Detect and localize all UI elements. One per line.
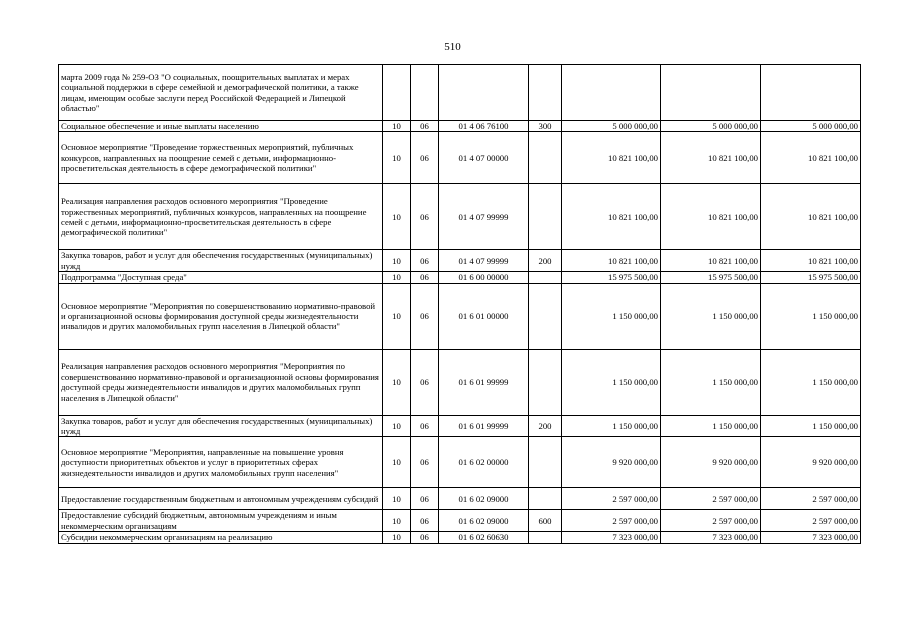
cell-amount-3: 10 821 100,00 xyxy=(761,184,861,250)
cell-amount-1: 10 821 100,00 xyxy=(562,184,661,250)
cell-expense-type xyxy=(529,184,562,250)
table-row xyxy=(59,510,861,532)
cell-name: Основное мероприятие "Мероприятия по совершенствованию нормативно-правовой и организационной основы формирования доступной среды жизнедеятельности инвалидов и других маломобильных групп населения в Липецкой области" xyxy=(59,283,383,349)
table-row xyxy=(59,65,861,121)
cell-subsection: 06 xyxy=(411,349,439,415)
cell-name: Предоставление государственным бюджетным и автономным учреждениям субсидий xyxy=(59,488,383,510)
cell-subsection: 06 xyxy=(411,121,439,132)
table-row xyxy=(59,250,861,272)
cell-target-article: 01 6 02 00000 xyxy=(439,437,529,488)
cell-section: 10 xyxy=(383,250,411,272)
cell-amount-3: 1 150 000,00 xyxy=(761,283,861,349)
cell-section: 10 xyxy=(383,121,411,132)
cell-amount-1: 9 920 000,00 xyxy=(562,437,661,488)
cell-subsection: 06 xyxy=(411,532,439,543)
cell-name: Реализация направления расходов основного мероприятия "Проведение торжественных мероприятий, публичных конкурсов, направленных на поощрение семей с детьми, информационно-просветительская деятельность в сфере демографической политики" xyxy=(59,184,383,250)
cell-amount-1: 1 150 000,00 xyxy=(562,415,661,437)
table-row xyxy=(59,349,861,415)
cell-amount-1: 10 821 100,00 xyxy=(562,250,661,272)
cell-target-article: 01 6 01 00000 xyxy=(439,283,529,349)
cell-amount-2: 2 597 000,00 xyxy=(661,510,761,532)
cell-subsection: 06 xyxy=(411,250,439,272)
cell-expense-type: 200 xyxy=(529,415,562,437)
cell-name: Подпрограмма "Доступная среда" xyxy=(59,272,383,283)
cell-target-article: 01 6 01 99999 xyxy=(439,415,529,437)
cell-name: Реализация направления расходов основного мероприятия "Мероприятия по совершенствованию нормативно-правовой и организационной основы формирования доступной среды жизнедеятельности инвалидов и других маломобильных групп населения в Липецкой области" xyxy=(59,349,383,415)
cell-target-article xyxy=(439,65,529,121)
cell-section: 10 xyxy=(383,132,411,184)
cell-expense-type xyxy=(529,65,562,121)
cell-target-article: 01 6 02 60630 xyxy=(439,532,529,543)
cell-amount-3: 15 975 500,00 xyxy=(761,272,861,283)
cell-amount-3: 10 821 100,00 xyxy=(761,250,861,272)
cell-amount-1: 7 323 000,00 xyxy=(562,532,661,543)
cell-target-article: 01 4 07 99999 xyxy=(439,250,529,272)
cell-name: Предоставление субсидий бюджетным, автономным учреждениям и иным некоммерческим организациям xyxy=(59,510,383,532)
table-row xyxy=(59,121,861,132)
cell-amount-3 xyxy=(761,65,861,121)
cell-expense-type xyxy=(529,488,562,510)
table-row xyxy=(59,415,861,437)
cell-section: 10 xyxy=(383,415,411,437)
cell-amount-2: 5 000 000,00 xyxy=(661,121,761,132)
cell-amount-1: 10 821 100,00 xyxy=(562,132,661,184)
cell-amount-2: 10 821 100,00 xyxy=(661,250,761,272)
cell-amount-2: 1 150 000,00 xyxy=(661,283,761,349)
cell-amount-1: 5 000 000,00 xyxy=(562,121,661,132)
table-row xyxy=(59,283,861,349)
cell-amount-2: 2 597 000,00 xyxy=(661,488,761,510)
cell-subsection: 06 xyxy=(411,184,439,250)
page-number: 510 xyxy=(444,41,461,53)
table-row xyxy=(59,488,861,510)
cell-amount-3: 2 597 000,00 xyxy=(761,510,861,532)
cell-section: 10 xyxy=(383,184,411,250)
cell-expense-type: 300 xyxy=(529,121,562,132)
budget-table xyxy=(58,64,861,544)
cell-amount-1: 15 975 500,00 xyxy=(562,272,661,283)
cell-amount-2: 9 920 000,00 xyxy=(661,437,761,488)
cell-section: 10 xyxy=(383,272,411,283)
cell-amount-1: 2 597 000,00 xyxy=(562,510,661,532)
cell-amount-2: 1 150 000,00 xyxy=(661,415,761,437)
cell-expense-type: 200 xyxy=(529,250,562,272)
cell-subsection: 06 xyxy=(411,510,439,532)
cell-name: Закупка товаров, работ и услуг для обеспечения государственных (муниципальных) нужд xyxy=(59,250,383,272)
cell-section: 10 xyxy=(383,532,411,543)
cell-amount-1: 2 597 000,00 xyxy=(562,488,661,510)
cell-target-article: 01 4 06 76100 xyxy=(439,121,529,132)
cell-section: 10 xyxy=(383,349,411,415)
cell-subsection: 06 xyxy=(411,283,439,349)
cell-expense-type xyxy=(529,283,562,349)
cell-section: 10 xyxy=(383,488,411,510)
cell-amount-1: 1 150 000,00 xyxy=(562,349,661,415)
cell-target-article: 01 4 07 99999 xyxy=(439,184,529,250)
cell-name: Субсидии некоммерческим организациям на реализацию xyxy=(59,532,383,543)
cell-amount-3: 5 000 000,00 xyxy=(761,121,861,132)
cell-target-article: 01 6 01 99999 xyxy=(439,349,529,415)
cell-section: 10 xyxy=(383,283,411,349)
table-row xyxy=(59,184,861,250)
cell-name: Социальное обеспечение и иные выплаты населению xyxy=(59,121,383,132)
cell-name: Основное мероприятие "Мероприятия, направленные на повышение уровня доступности приоритетных объектов и услуг в приоритетных сферах жизнедеятельности инвалидов и других маломобильных групп населения" xyxy=(59,437,383,488)
cell-expense-type xyxy=(529,437,562,488)
cell-subsection: 06 xyxy=(411,437,439,488)
cell-expense-type xyxy=(529,349,562,415)
cell-amount-2 xyxy=(661,65,761,121)
table-body xyxy=(59,65,861,544)
cell-amount-3: 1 150 000,00 xyxy=(761,415,861,437)
cell-expense-type xyxy=(529,132,562,184)
cell-amount-3: 2 597 000,00 xyxy=(761,488,861,510)
cell-target-article: 01 4 07 00000 xyxy=(439,132,529,184)
cell-subsection xyxy=(411,65,439,121)
cell-section: 10 xyxy=(383,510,411,532)
table-row xyxy=(59,437,861,488)
cell-expense-type xyxy=(529,532,562,543)
cell-subsection: 06 xyxy=(411,272,439,283)
cell-name: Основное мероприятие "Проведение торжественных мероприятий, публичных конкурсов, направленных на поощрение семей с детьми, информационно-просветительская деятельность в сфере демографической политики" xyxy=(59,132,383,184)
table-row xyxy=(59,532,861,543)
cell-amount-2: 10 821 100,00 xyxy=(661,184,761,250)
cell-amount-3: 9 920 000,00 xyxy=(761,437,861,488)
cell-amount-2: 10 821 100,00 xyxy=(661,132,761,184)
cell-expense-type: 600 xyxy=(529,510,562,532)
table-row xyxy=(59,132,861,184)
cell-target-article: 01 6 02 09000 xyxy=(439,488,529,510)
cell-amount-3: 7 323 000,00 xyxy=(761,532,861,543)
cell-name: Закупка товаров, работ и услуг для обеспечения государственных (муниципальных) нужд xyxy=(59,415,383,437)
cell-target-article: 01 6 02 09000 xyxy=(439,510,529,532)
cell-subsection: 06 xyxy=(411,488,439,510)
cell-amount-1 xyxy=(562,65,661,121)
cell-subsection: 06 xyxy=(411,415,439,437)
table-row xyxy=(59,272,861,283)
cell-amount-2: 1 150 000,00 xyxy=(661,349,761,415)
cell-amount-1: 1 150 000,00 xyxy=(562,283,661,349)
cell-name: марта 2009 года № 259-ОЗ "О социальных, поощрительных выплатах и мерах социальной поддержки в сфере семейной и демографической политики, а также лицам, имеющим особые заслуги перед Российской Федерацией и Липецкой областью" xyxy=(59,65,383,121)
cell-target-article: 01 6 00 00000 xyxy=(439,272,529,283)
cell-amount-2: 15 975 500,00 xyxy=(661,272,761,283)
cell-amount-3: 10 821 100,00 xyxy=(761,132,861,184)
cell-section xyxy=(383,65,411,121)
cell-amount-2: 7 323 000,00 xyxy=(661,532,761,543)
cell-expense-type xyxy=(529,272,562,283)
cell-amount-3: 1 150 000,00 xyxy=(761,349,861,415)
cell-subsection: 06 xyxy=(411,132,439,184)
cell-section: 10 xyxy=(383,437,411,488)
